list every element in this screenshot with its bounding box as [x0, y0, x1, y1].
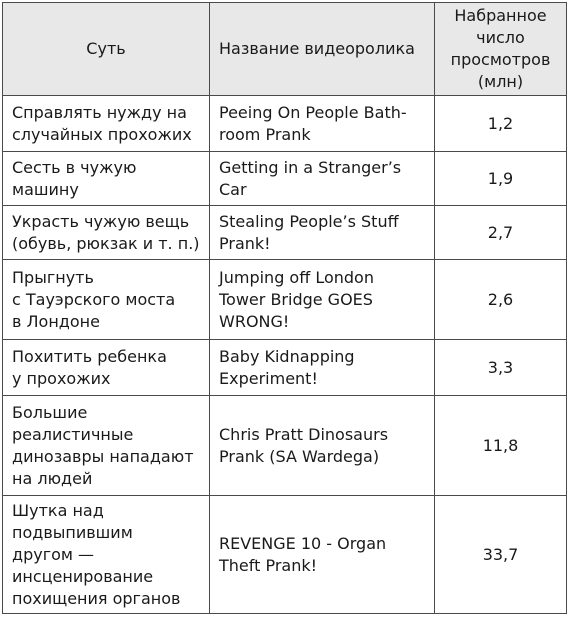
cell-text: Украсть чужую вещь (обувь, рюкзак и т. п.)	[12, 211, 200, 253]
header-title: Название видеоролика	[210, 3, 435, 96]
cell-text: Справлять нужду на случайных прохожих	[12, 102, 192, 144]
table-row	[3, 496, 567, 614]
table-row	[3, 260, 567, 340]
table-container	[2, 2, 567, 614]
cell-title	[210, 340, 435, 396]
cell-views: 2,7	[435, 206, 567, 260]
cell-text: Chris Pratt Dinosaurs Prank (SA Wardega)	[219, 424, 389, 466]
cell-title	[210, 496, 435, 614]
cell-title	[210, 206, 435, 260]
cell-essence	[3, 96, 210, 152]
cell-essence	[3, 396, 210, 496]
cell-text: Stealing People’s Stuff Prank!	[219, 211, 399, 253]
cell-text: Прыгнуть с Тауэрского моста в Лондоне	[12, 267, 176, 331]
cell-text: Baby Kidnapping Experiment!	[219, 346, 355, 388]
cell-title	[210, 96, 435, 152]
cell-text: Сесть в чужую машину	[12, 157, 137, 199]
cell-views: 2,6	[435, 260, 567, 340]
table-row	[3, 340, 567, 396]
cell-text: Peeing On People Bath- room Prank	[219, 102, 407, 144]
cell-text: Большие реалистичные динозавры нападают на людей	[12, 402, 194, 488]
cell-views: 3,3	[435, 340, 567, 396]
cell-views: 33,7	[435, 496, 567, 614]
header-row	[3, 3, 567, 96]
cell-essence	[3, 152, 210, 206]
cell-essence	[3, 206, 210, 260]
table-body	[3, 96, 567, 614]
cell-text: Похитить ребенка у прохожих	[12, 346, 167, 388]
table-header	[3, 3, 567, 96]
cell-essence	[3, 260, 210, 340]
table-row	[3, 206, 567, 260]
cell-essence	[3, 496, 210, 614]
cell-text: Jumping off London Tower Bridge GOES WRONG!	[219, 267, 374, 331]
cell-views: 1,2	[435, 96, 567, 152]
header-views: Набранное число просмотров (млн)	[435, 3, 567, 96]
cell-views: 11,8	[435, 396, 567, 496]
table-row	[3, 152, 567, 206]
cell-title	[210, 260, 435, 340]
cell-title	[210, 396, 435, 496]
cell-text: REVENGE 10 - Organ Theft Prank!	[219, 533, 387, 575]
table-row	[3, 396, 567, 496]
header-essence: Суть	[3, 3, 210, 96]
prank-videos-table	[2, 2, 567, 614]
cell-text: Getting in a Stranger’s Car	[219, 157, 402, 199]
cell-views: 1,9	[435, 152, 567, 206]
cell-essence	[3, 340, 210, 396]
cell-text: Шутка над подвыпившим другом — инсценирование похищения органов	[12, 500, 181, 608]
table-row	[3, 96, 567, 152]
cell-title	[210, 152, 435, 206]
